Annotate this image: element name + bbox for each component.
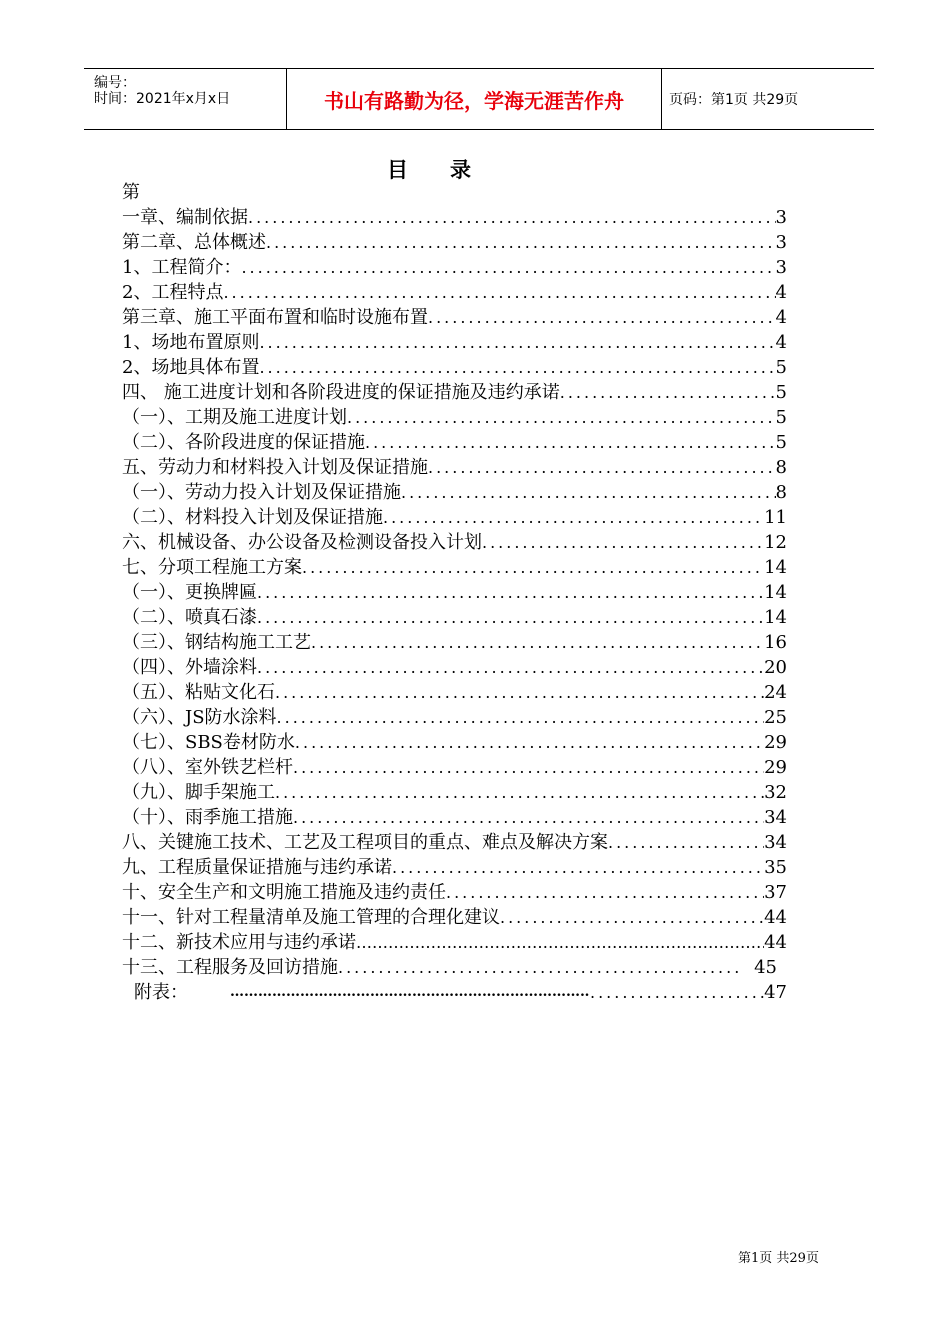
toc-leader-dots xyxy=(383,505,764,530)
toc-entry[interactable] xyxy=(122,530,787,555)
toc-leader-dots xyxy=(446,880,764,905)
toc-entry-label: 第三章、施工平面布置和临时设施布置 xyxy=(122,307,428,328)
toc-entry[interactable] xyxy=(122,855,787,880)
toc-entry-page: 24 xyxy=(764,682,787,703)
toc-leader-dots xyxy=(257,580,764,605)
toc-entry-label: 附表： xyxy=(134,982,188,1003)
toc-entry-page: 34 xyxy=(764,832,787,853)
page-footer: 第1页 共29页 xyxy=(738,1251,819,1266)
toc-entry[interactable] xyxy=(122,355,787,380)
toc-entry[interactable] xyxy=(122,630,787,655)
toc-entry[interactable] xyxy=(122,480,787,505)
toc-entry-label: 2、场地具体布置 xyxy=(122,357,260,378)
toc-entry-label: 八、关键施工技术、工艺及工程项目的重点、难点及解决方案 xyxy=(122,832,608,853)
toc-entry-label: 2、工程特点 xyxy=(122,282,224,303)
toc-entry-label: （二）、材料投入计划及保证措施 xyxy=(122,507,383,528)
toc-leader-dots xyxy=(248,205,776,230)
toc-entry-label: （一）、更换牌匾 xyxy=(122,582,257,603)
header-page-cell xyxy=(661,69,874,129)
toc-entry-page: 35 xyxy=(764,857,787,878)
toc-entry-page: 29 xyxy=(764,732,787,753)
header-motto-cell xyxy=(286,69,662,129)
toc-leader-dots xyxy=(428,455,776,480)
toc-leader-dots xyxy=(482,530,764,555)
toc-entry-label: 十一、针对工程量清单及施工管理的合理化建议 xyxy=(122,907,500,928)
toc-title-char-2: 录 xyxy=(450,157,473,182)
toc-entry-page: 14 xyxy=(764,607,787,628)
toc-entry-label: 十二、新技术应用与违约承诺 xyxy=(122,932,356,953)
toc-leader-dots xyxy=(257,655,764,680)
toc-leader-dots xyxy=(275,680,764,705)
toc-entry-page: 3 xyxy=(775,257,787,278)
toc-entry-label: 六、机械设备、办公设备及检测设备投入计划 xyxy=(122,532,482,553)
toc-entry-label: （八）、室外铁艺栏杆 xyxy=(122,757,293,778)
toc-leader-dots xyxy=(311,630,764,655)
toc-leader-dots xyxy=(259,355,775,380)
toc-entry-page: 16 xyxy=(764,632,787,653)
table-of-contents xyxy=(122,180,787,1005)
toc-entry-label: 1、场地布置原则 xyxy=(122,332,260,353)
toc-entry-label: （九）、脚手架施工 xyxy=(122,782,275,803)
toc-entry[interactable] xyxy=(122,880,787,905)
toc-entry-page: 4 xyxy=(775,307,787,328)
toc-first-line: 第 xyxy=(122,182,140,203)
toc-entry-label: （二）、喷真石漆 xyxy=(122,607,257,628)
toc-leader-dots xyxy=(401,480,776,505)
toc-leader-dots xyxy=(223,280,775,305)
toc-entry[interactable] xyxy=(122,655,787,680)
toc-entry-page: 34 xyxy=(764,807,787,828)
toc-entry-label: （三）、钢结构施工工艺 xyxy=(122,632,311,653)
toc-leader-dots xyxy=(259,330,775,355)
toc-entry-label: 第二章、总体概述 xyxy=(122,232,266,253)
toc-entry[interactable] xyxy=(122,605,787,630)
toc-entry-page: 45 xyxy=(754,957,777,978)
toc-entry-page: 5 xyxy=(775,407,787,428)
toc-leader-dots xyxy=(590,980,764,1005)
toc-leader-dots xyxy=(293,805,764,830)
toc-entry[interactable] xyxy=(122,230,787,255)
toc-entry-label: 七、分项工程施工方案 xyxy=(122,557,302,578)
toc-entry[interactable] xyxy=(122,330,787,355)
toc-entry-page: 11 xyxy=(764,507,787,528)
toc-entry[interactable] xyxy=(122,805,787,830)
toc-entry-label: （五）、粘贴文化石 xyxy=(122,682,275,703)
toc-entry[interactable] xyxy=(122,255,787,280)
toc-entry[interactable] xyxy=(122,830,787,855)
toc-entry-page: 12 xyxy=(764,532,787,553)
toc-leader-ellipsis xyxy=(230,980,590,1005)
toc-entry[interactable] xyxy=(122,405,787,430)
toc-entry[interactable] xyxy=(122,730,787,755)
toc-entry-page: 25 xyxy=(764,707,787,728)
toc-entry-label: 1、工程简介： xyxy=(122,257,242,278)
toc-entry-page: 8 xyxy=(775,482,787,503)
toc-leader-dots xyxy=(295,730,764,755)
toc-entry[interactable] xyxy=(122,955,787,980)
toc-entry[interactable] xyxy=(122,680,787,705)
header-left-cell xyxy=(84,69,286,129)
toc-entry-page: 20 xyxy=(764,657,787,678)
toc-entry-page: 5 xyxy=(775,357,787,378)
toc-entry[interactable] xyxy=(122,780,787,805)
toc-entry-page: 4 xyxy=(775,332,787,353)
toc-entry[interactable] xyxy=(122,455,787,480)
toc-entry[interactable] xyxy=(122,505,787,530)
toc-entry-page: 14 xyxy=(764,557,787,578)
toc-leader-dots xyxy=(392,855,764,880)
toc-leader-dots xyxy=(302,555,764,580)
toc-entry-page: 5 xyxy=(775,382,787,403)
toc-entry-page: 14 xyxy=(764,582,787,603)
toc-entry-appendix[interactable] xyxy=(122,980,787,1005)
toc-entry-page: 47 xyxy=(764,982,787,1003)
toc-leader-dots xyxy=(347,405,776,430)
toc-leader-dots xyxy=(293,755,764,780)
toc-entry-label: （七）、SBS卷材防水 xyxy=(122,732,295,753)
toc-entry[interactable] xyxy=(122,905,787,930)
toc-leader-dots xyxy=(560,380,776,405)
toc-leader-dots xyxy=(500,905,764,930)
toc-entry-page: 8 xyxy=(775,457,787,478)
toc-leader-dots xyxy=(608,830,764,855)
toc-entry-label: （一）、工期及施工进度计划 xyxy=(122,407,347,428)
toc-entry-label: 九、工程质量保证措施与违约承诺 xyxy=(122,857,392,878)
header-motto: 书山有路勤为径，学海无涯苦作舟 xyxy=(324,88,624,113)
toc-leader-dots xyxy=(356,930,764,955)
toc-entry-page: 44 xyxy=(764,907,787,928)
toc-entry-page: 32 xyxy=(764,782,787,803)
document-number-label: 编号： xyxy=(94,75,136,91)
toc-entry[interactable] xyxy=(122,380,787,405)
toc-entry[interactable] xyxy=(122,280,787,305)
toc-entry-label: 四、 施工进度计划和各阶段进度的保证措施及违约承诺 xyxy=(122,382,560,403)
toc-entry[interactable] xyxy=(122,755,787,780)
toc-entry-label: （二）、各阶段进度的保证措施 xyxy=(122,432,365,453)
toc-entry-page: 3 xyxy=(775,207,787,228)
toc-entry[interactable] xyxy=(122,205,787,230)
header-page-info: 页码：第1页 共29页 xyxy=(669,92,799,108)
toc-entry[interactable] xyxy=(122,580,787,605)
toc-leader-dots xyxy=(275,780,764,805)
toc-entry-label: （十）、雨季施工措施 xyxy=(122,807,293,828)
toc-entry[interactable] xyxy=(122,430,787,455)
toc-title-char-1: 目 xyxy=(387,157,410,182)
toc-leader-dots xyxy=(277,705,765,730)
toc-entry-page: 3 xyxy=(775,232,787,253)
toc-entry[interactable] xyxy=(122,705,787,730)
toc-entry-page: 37 xyxy=(764,882,787,903)
toc-entry[interactable] xyxy=(122,930,787,955)
toc-leader-dots xyxy=(257,605,764,630)
toc-leader-dots xyxy=(365,430,776,455)
toc-leader-dots xyxy=(338,955,740,980)
toc-entry-page: 5 xyxy=(775,432,787,453)
toc-leader-dots xyxy=(428,305,776,330)
toc-entry-page: 44 xyxy=(764,932,787,953)
toc-entry-label: （一）、劳动力投入计划及保证措施 xyxy=(122,482,401,503)
toc-entry-page: 29 xyxy=(764,757,787,778)
toc-entry-label: 五、劳动力和材料投入计划及保证措施 xyxy=(122,457,428,478)
toc-entry-label: 一章、编制依据 xyxy=(122,207,248,228)
document-date-label: 时间：2021年x月x日 xyxy=(94,91,231,107)
toc-entry[interactable] xyxy=(122,555,787,580)
toc-entry[interactable] xyxy=(122,305,787,330)
page-header xyxy=(84,68,874,130)
toc-entry-label: 十、安全生产和文明施工措施及违约责任 xyxy=(122,882,446,903)
toc-entry-label: （四）、外墙涂料 xyxy=(122,657,257,678)
toc-leader-dots xyxy=(241,255,775,280)
toc-entry-label: 十三、工程服务及回访措施 xyxy=(122,957,338,978)
toc-leader-dots xyxy=(266,230,776,255)
toc-entry-label: （六）、JS防水涂料 xyxy=(122,707,277,728)
toc-entry-page: 4 xyxy=(775,282,787,303)
